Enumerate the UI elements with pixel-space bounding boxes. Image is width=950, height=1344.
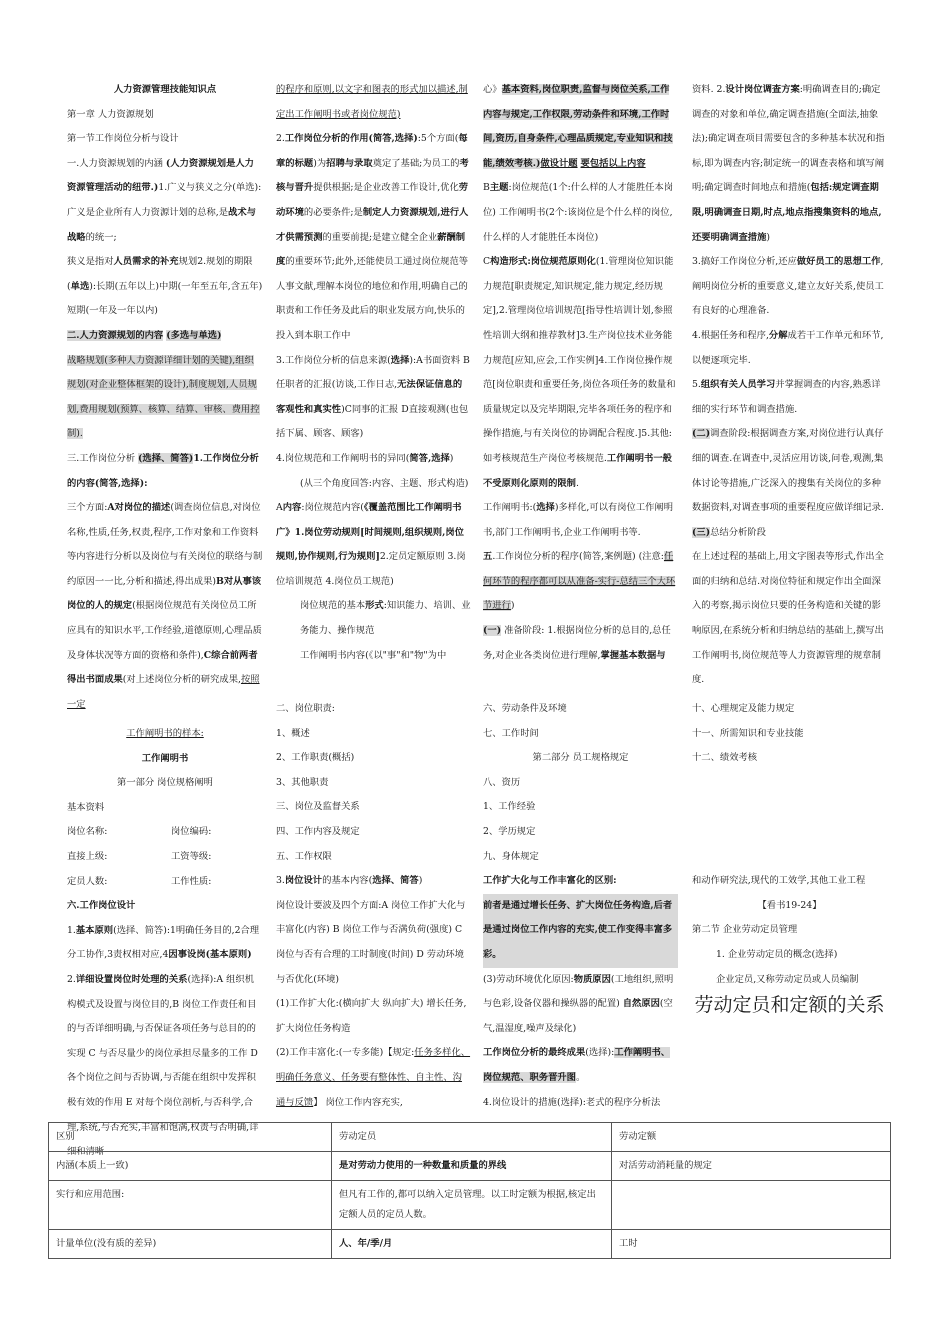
- spacer: [692, 771, 887, 796]
- paragraph-ideology: 3.搞好工作岗位分析,还应做好员工的思想工作,阐明岗位分析的重要意义,建立友好关系,使员工有良好的心理准备.: [692, 256, 884, 317]
- paragraph-enlargement: (1)工作扩大化:(横向扩大 纵向扩大) 增长任务,扩大岗位任务构造: [276, 998, 467, 1034]
- list-item: 七、工作时间: [483, 727, 539, 739]
- paragraph-four-aspects: 岗位设计要波及四个方面:A 岗位工作扩大化与丰富化(内容) B 岗位工作与否满负荷(强度) C 岗位与否有合理的工时制度(时间) D 劳动环境与否优化(环境): [276, 899, 466, 985]
- list-item: 十、心理规定及能力规定: [692, 703, 795, 714]
- paragraph-basic-form: 岗位规范的基本形式:知识能力、培训、业务能力、操作规范: [300, 600, 471, 637]
- table-row: [49, 1181, 891, 1230]
- list-item: 九、身体规定: [483, 850, 539, 862]
- paragraph-method: 和动作研究法,现代的工效学,其他工业工程: [692, 875, 866, 887]
- list-item: 十二、绩效考核: [692, 752, 758, 764]
- column-3: [483, 78, 678, 668]
- table-cell: 劳动定员: [332, 1123, 612, 1152]
- paragraph-summary-stage: (三)总结分析阶段 在上述过程的基础上,用文字图表等形式,作出全面的归纳和总结.对岗位特征和规定作出全面深入的考察,揭示岗位只要的任务构造和关键的影响原因,在系统分析和归纳总结的基础上,撰写出工作阐明书,岗位规范等人力资源管理的规章制度.: [692, 526, 884, 686]
- list-item: 十一、所需知识和专业技能: [692, 727, 804, 739]
- part-one-heading: 第一部分 岗位规格阐明: [117, 777, 213, 789]
- paragraph-decompose: 4.根据任务和程序,分解成若干工作单元和环节,以便逐项完毕.: [692, 329, 884, 366]
- table-cell: 劳动定额: [612, 1123, 891, 1152]
- column-3-lower: [483, 697, 678, 1115]
- paragraph-difference: 前者是通过增长任务、扩大岗位任务构造,后者是通过岗位工作内容的充实,使工作变得丰富多彩。: [483, 894, 678, 968]
- paragraph-prep-stage: (一) 准备阶段: 1.根据岗位分析的总目的,总任务,对企业各类岗位进行理解,掌握基本数据与: [483, 625, 671, 661]
- paragraph-jd-content: 工作阐明书内容(《以"事"和"物"为中: [300, 649, 447, 661]
- relation-title: 劳动定员和定额的关系: [694, 994, 885, 1017]
- doc-title: 人力资源管理技能知识点: [113, 84, 217, 95]
- paragraph-basic-principle: 1.基本原则(选择、简答):1明确任务目的,2合理分工协作,3责权相对应,4因事设岗(基本原则): [67, 924, 260, 961]
- paragraph-enrichment: (2)工作丰富化:(一专多能)【规定:任务多样化、明确任务意义、任务要有整体性、自主性、沟通与反馈】 岗位工作内容充实,: [276, 1047, 471, 1108]
- paragraph-study: 5.组织有关人员学习并掌握调查的内容,熟悉详细的实行环节和调查措施.: [692, 379, 881, 415]
- chapter-heading: 第一章 人力资源规划: [67, 108, 154, 120]
- list-item: 2、学历规定: [483, 825, 536, 837]
- difference-heading: 工作扩大化与工作丰富化的区别:: [483, 875, 617, 887]
- spacer: [692, 820, 887, 845]
- paragraph-environment: (3)劳动环境优化原因:物质原因(工地组织,照明与色彩,设备仪器和操纵器的配置) 自然原因(空气,温湿度,噪声及绿化): [483, 973, 674, 1034]
- paragraph-survey-plan: 资料. 2.设计岗位调查方案:明确调查目的;确定调查的对象和单位,确定调查措施(全面法,抽象法);确定调查项目需要包含的多种基本状况和指标,即为调查内容;制定统一的调查表格和填写阐明;确定调查时间地点和措施(包括:规定调查期限,明确调查日期,时点,地点指搜集资料的地点,还要明确调查措施): [692, 84, 885, 243]
- list-item: 五、工作权限: [276, 850, 332, 862]
- table-header-row: [49, 1123, 891, 1152]
- basic-info-label: 基本资料: [67, 801, 105, 813]
- list-item: 2、工作职责(概括): [276, 752, 355, 764]
- column-1: [67, 78, 263, 717]
- job-design-heading: 六.工作岗位设计: [67, 900, 136, 912]
- table-cell: [612, 1181, 891, 1230]
- table-cell: 人、年/季/月: [332, 1230, 612, 1259]
- table-cell: 工时: [612, 1230, 891, 1259]
- spacer: [692, 845, 887, 870]
- form-row: 直接上级: 工资等级:: [67, 850, 212, 862]
- book-reference: 【看书19-24】: [757, 899, 822, 911]
- table-row: [49, 1230, 891, 1259]
- column-2-lower: [276, 697, 471, 1115]
- paragraph-planning-meaning: 一.人力资源规划的内涵 (人力资源规划是人力资源管理活动的纽带.)1.广义与狭义之分(单选):广义是企业所有人力资源计划的总称,是战术与战略的统一;: [67, 157, 262, 243]
- paragraph-definition: 企业定员,又称劳动定员或人员编制: [716, 973, 859, 985]
- concept-heading: 1. 企业劳动定员的概念(选择): [716, 948, 838, 960]
- paragraph-structure: C构造形式:岗位规范原则化(1.管理岗位知识能力规范[职责规定,知识规定,能力规定,经历规定],2.管理岗位培训规范[指导性培训计划,参照性培训大纲和推荐教材]3.生产岗位技术业务能力规范[应知,应会,工作实例]4.工作岗位操作规范[岗位职责和重要任务,岗位各项任务的数量和质量规定以及完毕期限,完毕各项任务的程序和操作措施,与有关岗位的协调配合程度.]5.其他:如考核规范生产岗位考核规范.工作阐明书一般不受原则化原则的限制.: [483, 256, 676, 489]
- paragraph-survey-stage: (二)调查阶段:根据调查方案,对岗位进行认真仔细的调查.在调查中,灵活应用访谈,问卷,观测,集体讨论等措施,广泛深入的搜集有关岗位的多种数据资料,对调查事项的重要程度应做详细记录.: [692, 428, 884, 514]
- column-1-lower: [67, 722, 263, 1165]
- paragraph-content: A内容:岗位规范内容(《覆盖范围比工作阐明书广》1.岗位劳动规则[时间规则,组织规则,岗位规则,协作规则,行为规则]2.定员定额原则 3.岗位培训规范 4.岗位员工规范): [276, 502, 466, 587]
- paragraph-similarities: 4.岗位规范和工作阐明书的异同(简答,选择) (从三个角度回答:内容、主题、形式构造): [276, 452, 469, 489]
- job-description-title: 工作阐明书: [141, 752, 189, 764]
- form-row: 定员人数: 工作性质:: [67, 875, 212, 887]
- list-item: 六、劳动条件及环境: [483, 703, 567, 714]
- section-two-heading: 第二节 企业劳动定员管理: [692, 924, 798, 936]
- paragraph-procedure: 五.工作岗位分析的程序(简答,案例题) (注意:任何环节的程序都可以从准备-实行-总结三个大环节进行): [483, 551, 676, 612]
- column-4-lower: [692, 697, 887, 1018]
- table-cell: 计量单位(没有质的差异): [49, 1230, 332, 1259]
- list-item: 二、岗位职责:: [276, 703, 335, 714]
- part-two-heading: 第二部分 员工规格规定: [532, 752, 629, 764]
- paragraph-job-analysis: 三.工作岗位分析 (选择、简答)1.工作岗位分析的内容(简答,选择):: [67, 452, 259, 489]
- paragraph-continuation: 的程序和原则,以文字和图表的形式加以描述,制定出工作阐明书或者岗位规范): [276, 84, 468, 120]
- table-cell: 但凡有工作的,都可以纳入定员管理。以工时定额为根据,核定出定额人员的定员人数。: [332, 1181, 612, 1230]
- design-content-heading: 3.岗位设计的基本内容(选择、简答): [276, 875, 423, 887]
- paragraph-final-result: 工作岗位分析的最终成果(选择):工作阐明书、岗位规范、职务晋升图。: [483, 1047, 671, 1083]
- paragraph-jd-items: 心》基本资料,岗位职责,监督与岗位关系,工作内容与规定,工作权限,劳动条件和环境,工作时间,资历,自身条件,心理品质规定,专业知识和技能,绩效考核.)做设计题 要包括以上内容: [483, 84, 673, 169]
- list-item: 3、其他职责: [276, 776, 329, 788]
- table-cell: 对活劳动消耗量的规定: [612, 1152, 891, 1181]
- table-cell: 实行和应用范围:: [49, 1181, 332, 1230]
- sample-heading: 工作阐明书的样本:: [126, 728, 204, 739]
- table-cell: 内涵(本质上一致): [49, 1152, 332, 1181]
- paragraph-relations: 2.详细设置岗位时处理的关系(选择):A 组织机构模式及设置与岗位目的,B 岗位工作责任和目的与否详细明确,与否保证各项任务与总目的的实现 C 与否尽量少的岗位承担尽量多的工作 D 各个岗位之间与否协调,与否能在组织中发挥积极有效的作用 E 对每个岗位剖析,与否科学,合理,系统,与否充实,丰富和饱满,权责与否明确,详细和清晰: [67, 973, 259, 1158]
- paragraph-planning-content: 二.人力资源规划的内容 (多选与单选) 战略规划(多种人力资源详细计划的关键),组织规划(对企业整体框架的设计),制度规划,人员规划,费用规划(预算、核算、结算、审核、费用控制).: [67, 329, 260, 440]
- paragraph-narrow-sense: 狭义是指对人员需求的补充规划2.规划的期限(单选):长期(五年以上)中期(一年至五年,含五年)短期(一年及一年以内): [67, 256, 263, 317]
- paragraph-subject: B主题:岗位规范(1个:什么样的人才能胜任本岗位) 工作阐明书(2个:该岗位是个什么样的岗位,什么样的人才能胜任本岗位): [483, 182, 674, 243]
- comparison-table: [48, 1122, 891, 1259]
- paragraph-jd-variety: 工作阐明书:(选择)多样化,可以有岗位工作阐明书,部门工作阐明书,企业工作阐明书等.: [483, 502, 674, 538]
- list-item: 八、资历: [483, 776, 521, 788]
- table-cell: 区别: [49, 1123, 332, 1152]
- list-item: 四、工作内容及规定: [276, 825, 360, 837]
- list-item: 三、岗位及监督关系: [276, 801, 360, 813]
- column-2: [276, 78, 471, 668]
- paragraph-three-aspects: 三个方面:A对岗位的描述(调查岗位信息,对岗位名称,性质,任务,权责,程序,工作对象和工作资料等内容进行分析以及岗位与有关岗位的联络与制约原因一一比,分析和描述,得出成果)B对从事该岗位的人的规定(根据岗位规范有关岗位员工所应具有的知识水平,工作经验,道德原则,心理品质及身体状况等方面的资格和条件),C综合前两者得出书面成果(对上述岗位分析的研究成果,按照一定: [67, 502, 263, 710]
- form-row: 岗位名称: 岗位编码:: [67, 826, 212, 838]
- section-heading: 第一节工作岗位分析与设计: [67, 133, 179, 145]
- spacer: [692, 795, 887, 820]
- paragraph-design-measures: 4.岗位设计的措施(选择):老式的程序分析法: [483, 1096, 661, 1108]
- list-item: 1、概述: [276, 727, 310, 739]
- table-row: [49, 1152, 891, 1181]
- paragraph-analysis-role: 2.工作岗位分析的作用(简答,选择):5个方面(每章的标题)为招聘与录取奠定了基础;为员工的考核与晋升提供根据;是企业改善工作设计,优化劳动环境的必要条件;是制定人力资源规划,进行人才供需预测的重要前提;是建立健全企业薪酬制度的重要环节;此外,还能使员工通过岗位规范等人事文献,理解本岗位的地位和作用,明确自己的职责和工作任务及此后的职业发展方向,快乐的投入到本职工作中: [276, 133, 469, 341]
- table-cell: 是对劳动力使用的一种数量和质量的界线: [332, 1152, 612, 1181]
- column-4: [692, 78, 887, 693]
- list-item: 1、工作经验: [483, 801, 536, 813]
- paragraph-info-sources: 3.工作岗位分析的信息来源(选择):A书面资料 B任职者的汇报(访谈,工作日志,无法保证信息的客观性和真实性)C同事的汇报 D直接观测(也包括下属、顾客、顾客): [276, 354, 470, 440]
